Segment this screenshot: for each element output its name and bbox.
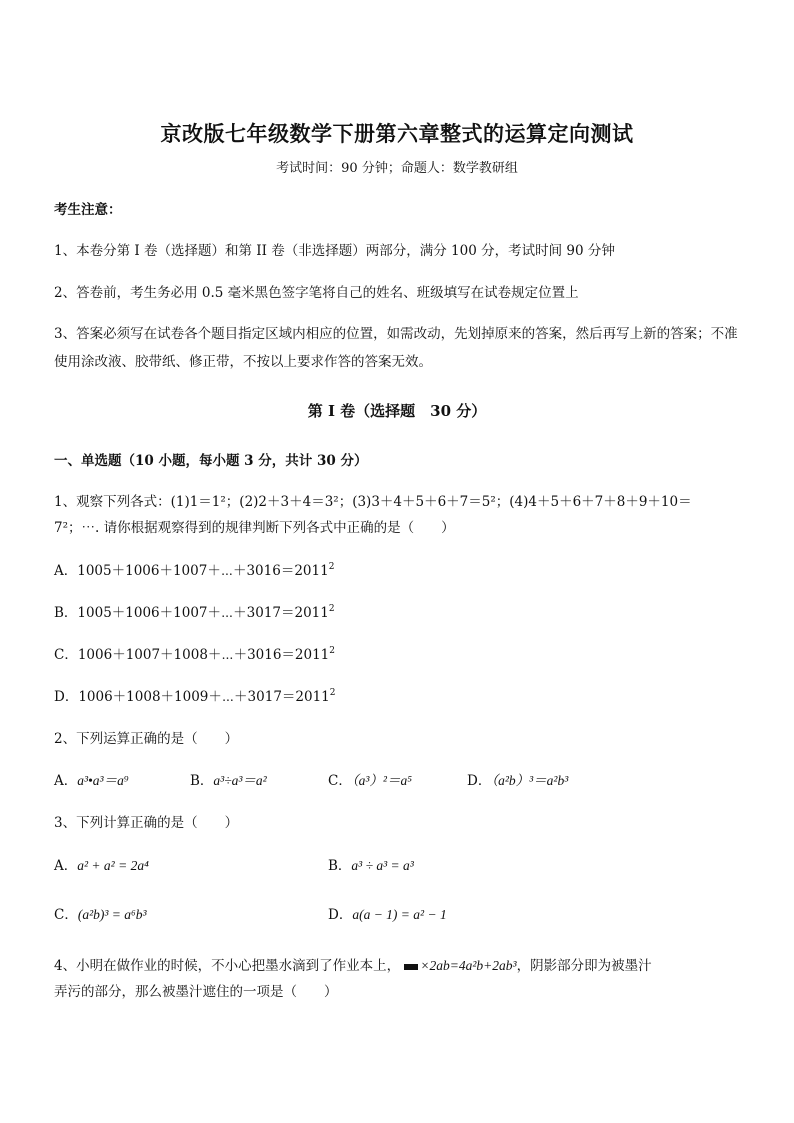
q1-option-a <box>54 561 334 581</box>
q1-stem-line1: 1、观察下列各式：(1)1＝1²；(2)2＋3＋4＝3²；(3)3＋4＋5＋6＋7＝5²；(4)4＋5＋6＋7＋8＋9＋10＝ <box>54 494 692 510</box>
q3-option-c-label: C． <box>54 907 78 923</box>
q4-stem-line1-post: ，阴影部分即为被墨汁 <box>516 958 652 974</box>
q1-option-c-text: 1006＋1007＋1008＋⋯＋3016＝2011 <box>77 647 330 663</box>
q4-stem-line1 <box>54 956 652 976</box>
q1-option-d <box>54 687 336 707</box>
q1-option-c-label: C． <box>54 647 78 663</box>
q3-option-b-text: a³ ÷ a³ = a³ <box>351 858 414 873</box>
q4-stem-line1-pre: 4、小明在做作业的时候，不小心把墨水滴到了作业本上， <box>54 958 401 974</box>
q3-option-d-label: D． <box>328 907 353 923</box>
q3-option-b <box>328 856 414 876</box>
notice-heading: 考生注意： <box>54 202 122 218</box>
q3-stem: 3、下列计算正确的是（ ） <box>54 815 239 831</box>
q1-option-b <box>54 603 335 623</box>
q2-option-d <box>467 771 568 791</box>
q4-stem-line1-math: ×2ab=4a²b+2ab³ <box>420 958 517 973</box>
q2-option-b-text: a³÷a³＝a² <box>213 773 267 788</box>
q1-option-b-exp: 2 <box>328 604 335 614</box>
q2-option-c-text: （a³）²＝a⁵ <box>351 773 412 788</box>
notice-item-1: 1、本卷分第 I 卷（选择题）和第 II 卷（非选择题）两部分，满分 100 分，考试时间 90 分钟 <box>54 243 615 259</box>
q3-option-a-text: a² + a² = 2a⁴ <box>77 858 149 873</box>
q2-option-d-text: （a²b）³＝a²b³ <box>491 773 569 788</box>
q2-option-c <box>328 771 412 791</box>
q1-option-a-label: A． <box>54 563 78 579</box>
q3-option-d-text: a(a − 1) = a² − 1 <box>352 907 447 922</box>
q2-option-a-label: A． <box>54 773 78 789</box>
q2-option-a-text: a³•a³＝a⁹ <box>77 773 129 788</box>
notice-item-3: 3、答案必须写在试卷各个题目指定区域内相应的位置，如需改动，先划掉原来的答案，然后再写上新的答案；不准使用涂改液、胶带纸、修正带，不按以上要求作答的答案无效。 <box>54 326 738 370</box>
notice-item-2: 2、答卷前，考生务必用 0.5 毫米黑色签字笔将自己的姓名、班级填写在试卷规定位置上 <box>54 285 579 301</box>
q1-option-b-label: B． <box>54 605 78 621</box>
section-title: 第 I 卷（选择题 30 分） <box>307 402 487 420</box>
q3-option-a-label: A． <box>54 858 78 874</box>
q1-option-d-text: 1006＋1008＋1009＋⋯＋3017＝2011 <box>78 689 330 705</box>
q3-option-b-label: B． <box>328 858 352 874</box>
q1-option-c-exp: 2 <box>329 646 336 656</box>
ink-blot-icon <box>404 964 418 970</box>
q4-stem-line2: 弄污的部分，那么被墨汁遮住的一项是（ ） <box>54 984 338 1000</box>
q2-option-c-label: C． <box>328 773 352 789</box>
q3-option-c <box>54 905 147 925</box>
q3-option-c-text: (a²b)³ = a⁶b³ <box>77 907 147 922</box>
q2-option-d-label: D． <box>467 773 492 789</box>
page-subtitle: 考试时间：90 分钟；命题人：数学教研组 <box>276 161 518 176</box>
q2-option-b <box>190 771 267 791</box>
q1-option-c <box>54 645 335 665</box>
q1-option-a-exp: 2 <box>328 562 335 572</box>
part-heading: 一、单选题（10 小题，每小题 3 分，共计 30 分） <box>54 453 368 469</box>
q2-option-a <box>54 771 129 791</box>
page-title: 京改版七年级数学下册第六章整式的运算定向测试 <box>160 121 634 146</box>
q2-option-b-label: B． <box>190 773 214 789</box>
q3-option-d <box>328 905 447 925</box>
q1-stem-line2: 7²；⋯. 请你根据观察得到的规律判断下列各式中正确的是（ ） <box>54 520 455 536</box>
q1-option-d-label: D． <box>54 689 79 705</box>
q1-option-a-text: 1005＋1006＋1007＋⋯＋3016＝2011 <box>77 563 329 579</box>
q2-stem: 2、下列运算正确的是（ ） <box>54 731 239 747</box>
q3-option-a <box>54 856 149 876</box>
q1-option-d-exp: 2 <box>329 688 336 698</box>
q1-option-b-text: 1005＋1006＋1007＋⋯＋3017＝2011 <box>77 605 329 621</box>
